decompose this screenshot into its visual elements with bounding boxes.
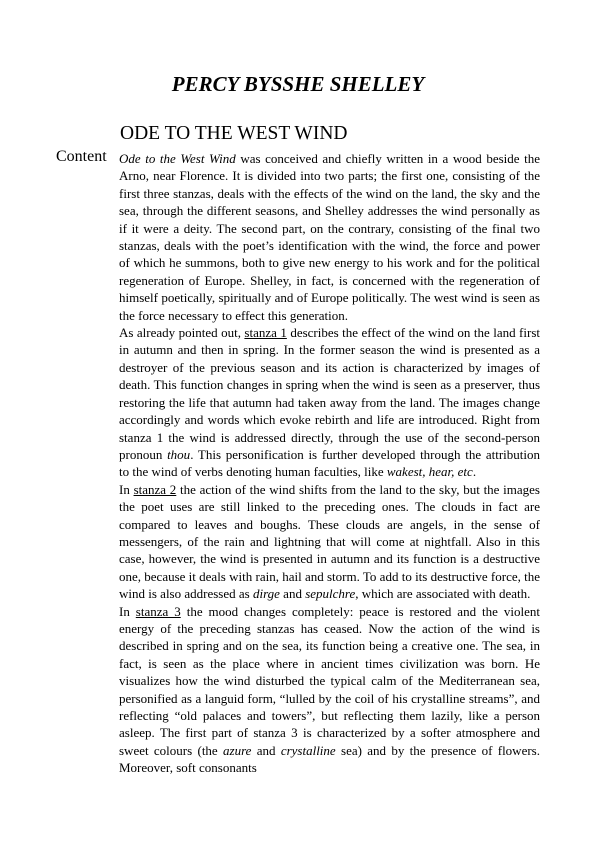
margin-label: Content xyxy=(56,148,107,165)
paragraph-2 xyxy=(119,324,540,481)
text-run: describes the effect of the wind on the land first in autumn and then in spring. In the former season the wind is presented as a destroyer of the previous season and its action is characterized by images of death. This function changes in spring when the wind is seen as a preserver, thus restoring the life that autumn had taken away from the land. The images change accordingly and words which evoke rebirth and life are introduced. Right from stanza 1 the wind is addressed directly, through the use of the second-person pronoun xyxy=(119,325,540,462)
text-run: In xyxy=(119,603,136,619)
body-text xyxy=(119,150,540,777)
text-run: was conceived and chiefly written in a wood beside the Arno, near Florence. It is divided into two parts; the first one, consisting of the first three stanzas, deals with the effects of the wind on the land, the sky and the sea, through the different seasons, and Shelley addresses the wind personally as if it were a deity. The second part, on the contrary, consisting of the final two stanzas, deals with the poet’s identification with the wind, the force and power of which he summons, both to give new energy to his work and for the political regeneration of Europe. Shelley, in fact, is concerned with the regeneration of himself poetically, spiritually and of Europe politically. The west wind is seen as the force necessary to effect this generation. xyxy=(119,151,540,323)
text-run: the action of the wind shifts from the land to the sky, but the images the poet uses are still linked to the preceding ones. The clouds in fact are compared to leaves and boughs. These clouds are angels, in the sense of messengers, of the rain and lightning that will come at nightfall. Also in this case, however, the wind is presented in autumn and its function is a destructive one, because it deals with rain, hail and storm. To add to its destructive force, the wind is also addressed as xyxy=(119,481,540,602)
text-run: As already pointed out, xyxy=(119,325,245,341)
text-run: . xyxy=(472,464,477,480)
text-run: and xyxy=(279,586,306,602)
text-run: sea) and by the presence of flowers. Moreover, soft consonants xyxy=(119,742,540,776)
text-run: . This personification is further developed through the attribution to the wind of verbs denoting human faculties, like xyxy=(119,446,540,480)
paragraph-3 xyxy=(119,481,540,603)
text-run: , which are associated with death. xyxy=(355,586,531,602)
page-title: PERCY BYSSHE SHELLEY xyxy=(171,72,425,96)
text-run: the mood changes completely: peace is restored and the violent energy of the preceding stanzas has ceased. Now the action of the wind is described in spring and on the sea, its function being a creative one. The sea, in fact, is seen as the place where in ancient times civilization was born. He visualizes how the wind disturbed the typical calm of the Mediterranean sea, personified as a languid form, “lulled by the coil of his crystalline streams”, and reflecting “old palaces and towers”, but reflecting them lazily, like a person asleep. The first part of stanza 3 is characterized by a softer atmosphere and sweet colours (the xyxy=(119,603,540,758)
section-heading: ODE TO THE WEST WIND xyxy=(120,123,348,144)
italic-text: sepulchre xyxy=(305,586,356,602)
italic-text: azure xyxy=(223,742,252,758)
italic-text: dirge xyxy=(252,586,280,602)
italic-text: crystalline xyxy=(280,742,336,758)
underlined-stanza-reference: stanza 1 xyxy=(244,325,287,341)
paragraph-4 xyxy=(119,603,540,777)
italic-text: Ode to the West Wind xyxy=(119,151,236,166)
text-run: In xyxy=(119,481,134,497)
underlined-stanza-reference: stanza 2 xyxy=(133,481,177,497)
underlined-stanza-reference: stanza 3 xyxy=(135,603,181,619)
italic-text: thou xyxy=(167,446,191,462)
text-run: and xyxy=(251,742,281,758)
italic-text: wakest, hear, etc xyxy=(386,464,473,480)
paragraph-1 xyxy=(119,150,540,324)
